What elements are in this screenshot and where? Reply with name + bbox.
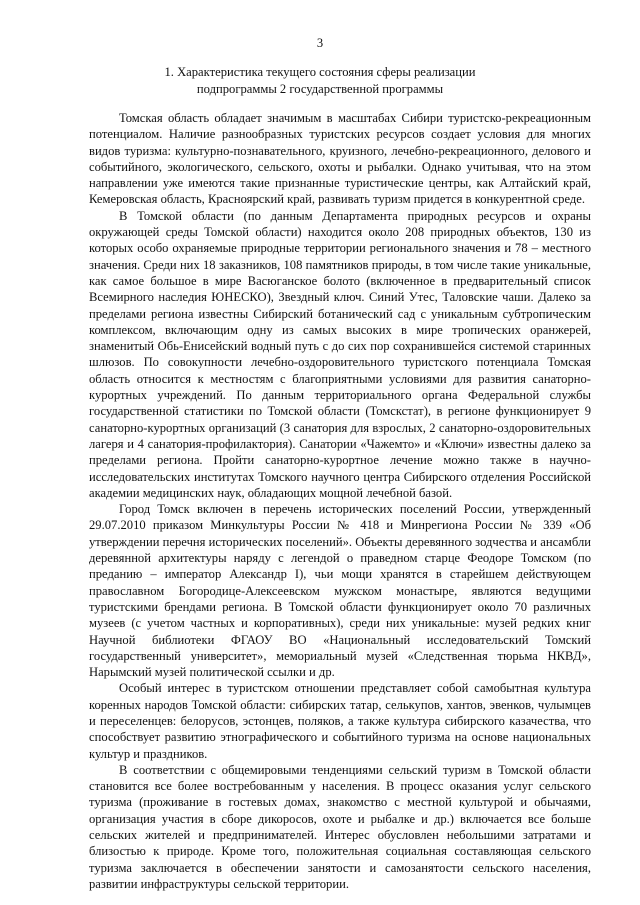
section-heading-line-1: 1. Характеристика текущего состояния сферы реализации [164, 65, 476, 79]
section-heading-line-2: подпрограммы 2 государственной программы [196, 82, 444, 96]
paragraph-rural-tourism: В соответствии с общемировыми тенденциями сельский туризм в Томской области становится все более востребованным у населения. В процесс оказания услуг сельского туризма (проживание в гостевых домах, знакомство с местной культурой и обычаями, организация участия в сборе дикоросов, охоте и рыбалке и др.) включается все больше сельских жителей и предпринимателей. Интерес обусловлен небольшими затратами и близостью к природе. Кроме того, положительная социальная составляющая сельского туризма заключается в обеспечении занятости и самозанятости сельского населения, развитии инфраструктуры сельской территории. [89, 762, 591, 891]
page-number: 3 [316, 36, 324, 50]
paragraph-indigenous-culture: Особый интерес в туристском отношении представляет собой самобытная культура коренных народов Томской области: сибирских татар, селькупов, хантов, эвенков, чулымцев и переселенцев: белорусов, эстонцев, поляков, а также культура сибирского казачества, что способствует развитию этнографического и событийного туризма на основе национальных культур и праздников. [89, 681, 591, 761]
paragraph-natural-objects: В Томской области (по данным Департамента природных ресурсов и охраны окружающей среды Томской области) находится около 208 природных объектов, 130 из которых особо охраняемые природные территории регионального значения и 78 – местного значения. Среди них 18 заказников, 108 памятников природы, в том числе такие уникальные, как самое большое в мире Васюганское болото (включенное в предварительный список Всемирного наследия ЮНЕСКО), Звездный ключ. Синий Утес, Таловские чаши. Далеко за пределами региона известны Сибирский ботанический сад с уникальным субтропическим комплексом, включающим одну из самых высоких в мире тропических оранжерей, знаменитый Обь-Енисейский водный путь с до сих пор сохранившейся системой старинных шлюзов. По совокупности лечебно-оздоровительного туристского потенциала Томская область относится к местностям с благоприятными условиями для развития санаторно-курортных учреждений. По данным территориального органа Федеральной службы государственной статистики по Томской области (Томскстат), в регионе функционирует 9 санаторно-курортных организаций (3 санатория для взрослых, 2 санаторно-оздоровительных лагеря и 4 санатория-профилактория). Санатории «Чажемто» и «Ключи» известны далеко за пределами региона. Пройти санаторно-курортное лечение можно также в научно-исследовательских институтах Томского научного центра Сибирского отделения Российской академии медицинских наук, обладающих мощной лечебной базой. [89, 208, 591, 500]
paragraph-tourism-potential: Томская область обладает значимым в масштабах Сибири туристско-рекреационным потенциалом. Наличие разнообразных туристских ресурсов создает условия для многих видов туризма: культурно-познавательного, круизного, лечебно-рекреационного, делового и событийного, экологического, сельского, охоты и рыбалки. Однако учитывая, что на этом направлении уже имеются такие признанные туристические центры, как Алтайский край, Кемеровская область, Красноярский край, развивать туризм придется в конкурентной среде. [89, 111, 591, 207]
paragraph-historical-settlements: Город Томск включен в перечень исторических поселений России, утвержденный 29.07.2010 приказом Минкультуры России № 418 и Минрегиона России № 339 «Об утверждении перечня исторических поселений». Объекты деревянного зодчества и ансамбли деревянной архитектуры наряду с легендой о праведном старце Феодоре Томском (по преданию – император Александр I), чьи мощи хранятся в старейшем действующем православном Богородице-Алексеевском мужском монастыре, являются ведущими туристскими брендами региона. В Томской области функционирует около 70 различных музеев (с учетом частных и корпоративных), среди них уникальные: музей редких книг Научной библиотеки ФГАОУ ВО «Национальный исследовательский Томский государственный университет», мемориальный музей «Следственная тюрьма НКВД», Нарымский музей политической ссылки и др. [89, 502, 591, 680]
section-heading [90, 64, 550, 98]
document-body [89, 110, 591, 892]
